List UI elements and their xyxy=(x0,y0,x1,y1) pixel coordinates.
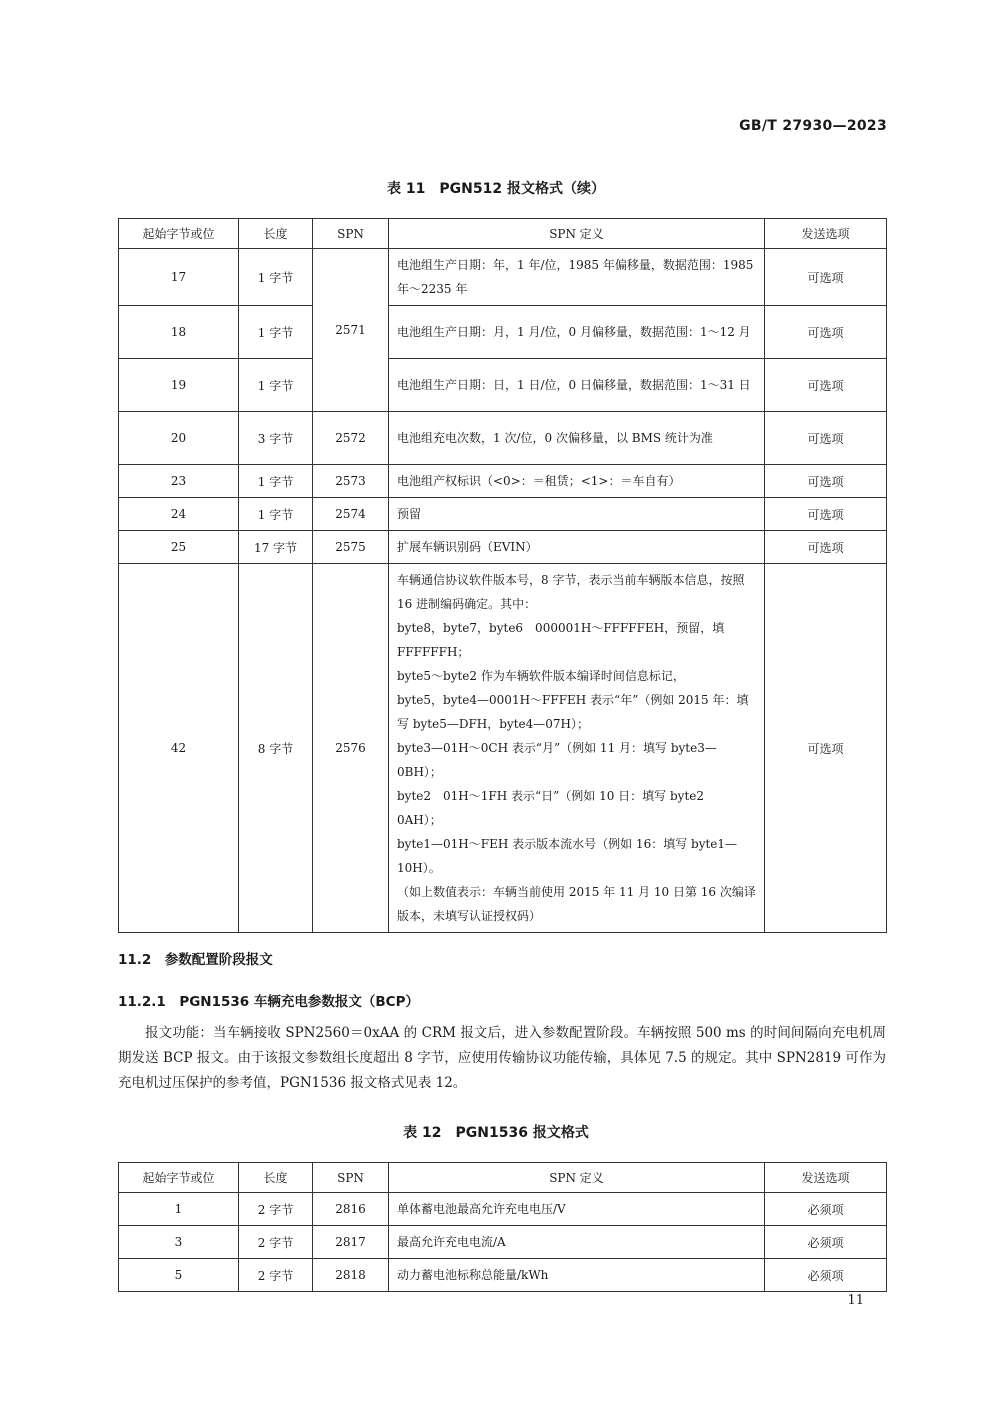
header-spn: SPN xyxy=(313,219,389,249)
cell-start: 42 xyxy=(119,564,239,933)
cell-option: 可选项 xyxy=(765,306,887,359)
cell-length: 1 字节 xyxy=(239,498,313,531)
cell-option: 可选项 xyxy=(765,249,887,306)
definition-line: byte5，byte4—0001H～FFFEH 表示“年”（例如 2015 年：填写 byte5—DFH，byte4—07H）； xyxy=(397,693,749,731)
header-start: 起始字节或位 xyxy=(119,219,239,249)
standard-number: GB/T 27930—2023 xyxy=(739,118,887,134)
cell-start: 24 xyxy=(119,498,239,531)
definition-line: （如上数值表示：车辆当前使用 2015 年 11 月 10 日第 16 次编译版本，未填写认证授权码） xyxy=(397,885,756,923)
cell-start: 17 xyxy=(119,249,239,306)
cell-option: 必须项 xyxy=(765,1259,887,1292)
cell-start: 18 xyxy=(119,306,239,359)
cell-start: 5 xyxy=(119,1259,239,1292)
header-definition: SPN 定义 xyxy=(389,1163,765,1193)
cell-spn: 2573 xyxy=(313,465,389,498)
body-paragraph: 报文功能：当车辆接收 SPN2560＝0xAA 的 CRM 报文后，进入参数配置阶段。车辆按照 500 ms 的时间间隔向充电机周期发送 BCP 报文。由于该报文参数组长度超出 8 字节，应使用传输协议功能传输，具体见 7.5 的规定。其中 SPN2819 可作为充电机过压保护的参考值，PGN1536 报文格式见表 12。 xyxy=(118,1025,886,1091)
header-spn: SPN xyxy=(313,1163,389,1193)
header-option: 发送选项 xyxy=(765,1163,887,1193)
cell-length: 1 字节 xyxy=(239,306,313,359)
cell-length: 1 字节 xyxy=(239,249,313,306)
definition-line: byte3—01H～0CH 表示“月”（例如 11 月：填写 byte3—0BH）； xyxy=(397,741,717,779)
cell-option: 可选项 xyxy=(765,498,887,531)
table-row xyxy=(119,306,887,359)
table-row xyxy=(119,465,887,498)
cell-length: 3 字节 xyxy=(239,412,313,465)
cell-option: 可选项 xyxy=(765,465,887,498)
table-row xyxy=(119,249,887,306)
cell-definition-version xyxy=(389,564,765,933)
cell-spn: 2572 xyxy=(313,412,389,465)
section-heading-11-2: 11.2 参数配置阶段报文 xyxy=(118,952,273,968)
cell-spn: 2575 xyxy=(313,531,389,564)
definition-line: 车辆通信协议软件版本号，8 字节，表示当前车辆版本信息，按照 16 进制编码确定。其中： xyxy=(397,573,745,611)
table-row xyxy=(119,1193,887,1226)
cell-spn: 2576 xyxy=(313,564,389,933)
cell-spn: 2818 xyxy=(313,1259,389,1292)
table-header-row xyxy=(119,219,887,249)
cell-length: 2 字节 xyxy=(239,1259,313,1292)
table-row xyxy=(119,412,887,465)
table-header-row xyxy=(119,1163,887,1193)
cell-option: 可选项 xyxy=(765,564,887,933)
cell-option: 可选项 xyxy=(765,531,887,564)
definition-line: byte2 01H～1FH 表示“日”（例如 10 日：填写 byte2 0AH）； xyxy=(397,789,717,827)
cell-start: 19 xyxy=(119,359,239,412)
header-length: 长度 xyxy=(239,219,313,249)
cell-definition: 预留 xyxy=(389,498,765,531)
cell-spn: 2816 xyxy=(313,1193,389,1226)
section-heading-11-2-1: 11.2.1 PGN1536 车辆充电参数报文（BCP） xyxy=(118,994,419,1010)
cell-start: 25 xyxy=(119,531,239,564)
header-option: 发送选项 xyxy=(765,219,887,249)
table-11 xyxy=(118,218,887,933)
cell-length: 8 字节 xyxy=(239,564,313,933)
cell-length: 2 字节 xyxy=(239,1226,313,1259)
cell-definition: 电池组产权标识（<0>：＝租赁；<1>：＝车自有） xyxy=(389,465,765,498)
table-12-caption: 表 12 PGN1536 报文格式 xyxy=(403,1125,589,1141)
table-row xyxy=(119,359,887,412)
cell-option: 必须项 xyxy=(765,1193,887,1226)
table-row xyxy=(119,1259,887,1292)
header-start: 起始字节或位 xyxy=(119,1163,239,1193)
cell-spn: 2571 xyxy=(313,249,389,412)
cell-spn: 2817 xyxy=(313,1226,389,1259)
cell-length: 17 字节 xyxy=(239,531,313,564)
cell-start: 1 xyxy=(119,1193,239,1226)
page-number: 11 xyxy=(847,1293,864,1308)
cell-definition: 电池组充电次数，1 次/位，0 次偏移量，以 BMS 统计为准 xyxy=(389,412,765,465)
cell-start: 3 xyxy=(119,1226,239,1259)
cell-option: 必须项 xyxy=(765,1226,887,1259)
cell-length: 1 字节 xyxy=(239,359,313,412)
cell-definition: 电池组生产日期：月，1 月/位，0 月偏移量，数据范围：1～12 月 xyxy=(389,306,765,359)
table-11-caption: 表 11 PGN512 报文格式（续） xyxy=(387,181,605,197)
definition-line: byte1—01H～FEH 表示版本流水号（例如 16：填写 byte1—10H）。 xyxy=(397,837,738,875)
header-definition: SPN 定义 xyxy=(389,219,765,249)
cell-spn: 2574 xyxy=(313,498,389,531)
cell-option: 可选项 xyxy=(765,412,887,465)
cell-start: 20 xyxy=(119,412,239,465)
cell-length: 2 字节 xyxy=(239,1193,313,1226)
definition-line: byte5～byte2 作为车辆软件版本编译时间信息标记， xyxy=(397,669,685,683)
header-length: 长度 xyxy=(239,1163,313,1193)
table-row xyxy=(119,498,887,531)
table-row xyxy=(119,531,887,564)
definition-line: byte8，byte7，byte6 000001H～FFFFFEH，预留，填 FFFFFFH； xyxy=(397,621,725,659)
cell-start: 23 xyxy=(119,465,239,498)
cell-definition: 电池组生产日期：年，1 年/位，1985 年偏移量，数据范围：1985 年～2235 年 xyxy=(389,249,765,306)
table-12 xyxy=(118,1162,887,1292)
cell-definition: 单体蓄电池最高允许充电电压/V xyxy=(389,1193,765,1226)
cell-definition: 电池组生产日期：日，1 日/位，0 日偏移量，数据范围：1～31 日 xyxy=(389,359,765,412)
cell-length: 1 字节 xyxy=(239,465,313,498)
cell-definition: 扩展车辆识别码（EVIN） xyxy=(389,531,765,564)
cell-definition: 动力蓄电池标称总能量/kWh xyxy=(389,1259,765,1292)
cell-definition: 最高允许充电电流/A xyxy=(389,1226,765,1259)
table-row xyxy=(119,1226,887,1259)
cell-option: 可选项 xyxy=(765,359,887,412)
table-row xyxy=(119,564,887,933)
